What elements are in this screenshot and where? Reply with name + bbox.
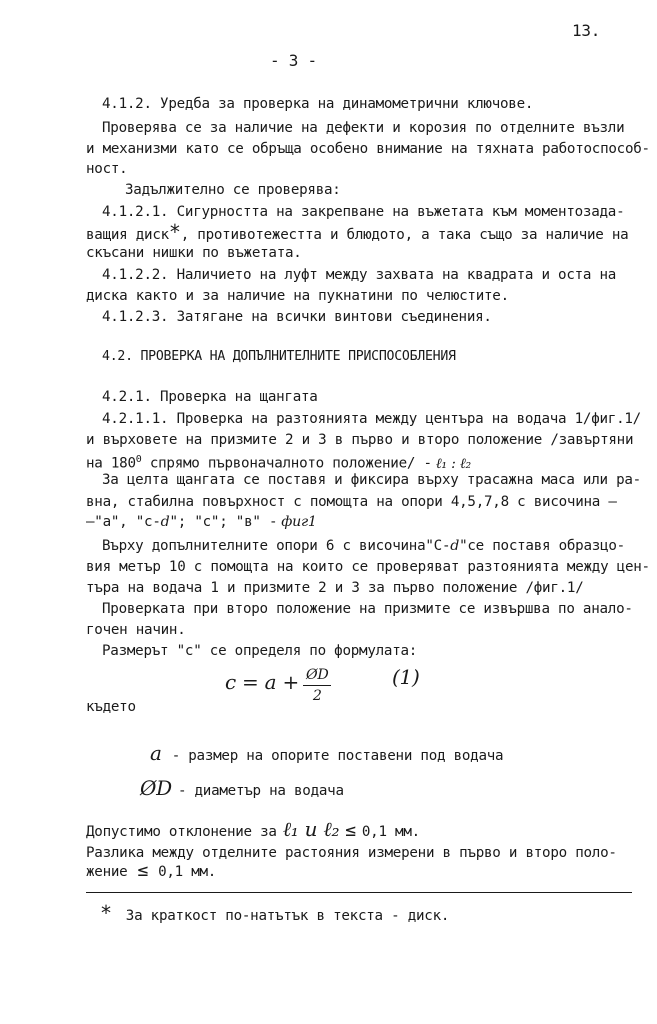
paragraph-line: вия метър 10 с помощта на които се проверяват разтоянията между цен- bbox=[86, 559, 650, 575]
line-text: "; "с"; "в" - bbox=[169, 514, 278, 530]
section-heading-4-1-2: 4.1.2. Уредба за проверка на динамометрични ключове. bbox=[102, 96, 534, 112]
formula-denominator: 2 bbox=[312, 687, 322, 704]
footnote-separator bbox=[86, 892, 632, 893]
tolerance-line bbox=[86, 817, 420, 841]
subsection-heading-4-2-1: 4.2.1. Проверка на щангата bbox=[102, 389, 318, 405]
paragraph-line: скъсани нишки по въжетата. bbox=[86, 245, 302, 261]
paragraph-line: Разлика между отделните растояния измерени в първо и второ поло- bbox=[86, 845, 617, 861]
definition-text: - размер на опорите поставени под водача bbox=[171, 748, 504, 764]
formula-fraction bbox=[303, 665, 332, 706]
degree-superscript: 0 bbox=[135, 454, 142, 465]
line-text: "се поставя образцо- bbox=[459, 538, 625, 554]
paragraph-line bbox=[86, 451, 471, 473]
paragraph-line: гочен начин. bbox=[86, 622, 186, 638]
page-number: 13. bbox=[572, 21, 601, 40]
asterisk-mark: * bbox=[168, 220, 181, 244]
formula-1 bbox=[225, 662, 335, 706]
handwritten-d: d bbox=[450, 538, 460, 554]
symbol-diameter: ØD bbox=[140, 776, 172, 800]
leq-symbol: ≤ bbox=[345, 820, 356, 841]
footnote-text: За краткост по-натътък в текста - диск. bbox=[125, 908, 450, 924]
asterisk-mark: * bbox=[100, 901, 112, 925]
paragraph-line: и върховете на призмите 2 и 3 в първо и второ положение /завъртяни bbox=[86, 432, 634, 448]
line-text: 0,1 мм. bbox=[158, 864, 217, 880]
line-text: Допустимо отклонение за bbox=[86, 824, 277, 840]
paragraph-line: ност. bbox=[86, 161, 128, 177]
paragraph-line bbox=[102, 537, 625, 555]
line-text: жение bbox=[86, 864, 128, 880]
formula-numerator: ØD bbox=[303, 665, 332, 686]
line-text: ващия диск bbox=[86, 227, 169, 243]
paragraph-line: Размерът "с" се определя по формулата: bbox=[102, 643, 418, 659]
paragraph-line: 4.1.2.2. Наличието на луфт между захвата на квадрата и оста на bbox=[102, 267, 617, 283]
paragraph-line: 4.1.2.3. Затягане на всички винтови съединения. bbox=[102, 309, 492, 325]
line-text: Върху допълнителните опори 6 с височина"С- bbox=[102, 538, 451, 554]
formula-lhs: с = а + bbox=[225, 670, 299, 694]
definition-d bbox=[140, 776, 344, 800]
handwritten-l1-l2: ℓ₁ и ℓ₂ bbox=[282, 817, 340, 841]
section-heading-4-2: 4.2. ПРОВЕРКА НА ДОПЪЛНИТЕЛНИТЕ ПРИСПОСОБЛЕНИЯ bbox=[102, 349, 456, 364]
paragraph-line: вна, стабилна повърхност с помощта на опори 4,5,7,8 с височина — bbox=[86, 494, 617, 510]
line-text: на 180 bbox=[86, 455, 136, 472]
paragraph-line: и механизми като се обръща особено внимание на тяхната работоспособ- bbox=[86, 141, 650, 157]
paragraph-line: Проверява се за наличие на дефекти и корозия по отделните възли bbox=[102, 120, 625, 136]
paragraph-line: диска както и за наличие на пукнатини по челюстите. bbox=[86, 288, 509, 304]
definition-a bbox=[150, 741, 504, 765]
handwritten-d: d bbox=[160, 514, 170, 530]
paragraph-line: Проверката при второ положение на призмите се извършва по анало- bbox=[102, 601, 633, 617]
handwritten-fig1: фиг1 bbox=[281, 514, 317, 530]
paragraph-line: търа на водача 1 и призмите 2 и 3 за първо положение /фиг.1/ bbox=[86, 580, 584, 596]
paragraph-line bbox=[86, 513, 317, 531]
line-text: 0,1 мм. bbox=[361, 824, 420, 840]
paragraph-line: 4.2.1.1. Проверка на разтоянията между центъра на водача 1/фиг.1/ bbox=[102, 411, 641, 427]
paragraph-line: 4.1.2.1. Сигурността на закрепване на въжетата към моментозада- bbox=[102, 204, 625, 220]
formula-number: (1) bbox=[392, 665, 420, 689]
page-header: - 3 - bbox=[270, 51, 317, 70]
paragraph-line: където bbox=[86, 699, 136, 715]
paragraph-line: За целта щангата се поставя и фиксира върху трасажна маса или ра- bbox=[102, 472, 641, 488]
line-text: , противотежестта и блюдото, а така също за наличие на bbox=[180, 227, 629, 243]
footnote bbox=[100, 901, 450, 925]
paragraph-line: Задължително се проверява: bbox=[125, 182, 341, 198]
paragraph-line bbox=[86, 220, 629, 244]
leq-symbol: ≤ bbox=[137, 860, 149, 881]
definition-text: - диаметър на водача bbox=[177, 783, 344, 799]
line-text: спрямо първоначалното положение/ - bbox=[141, 455, 432, 472]
handwritten-l1-l2: ℓ₁ : ℓ₂ bbox=[435, 455, 471, 472]
symbol-a: а bbox=[150, 741, 162, 765]
line-text: —"а", "с- bbox=[86, 514, 161, 530]
paragraph-line bbox=[86, 862, 216, 881]
